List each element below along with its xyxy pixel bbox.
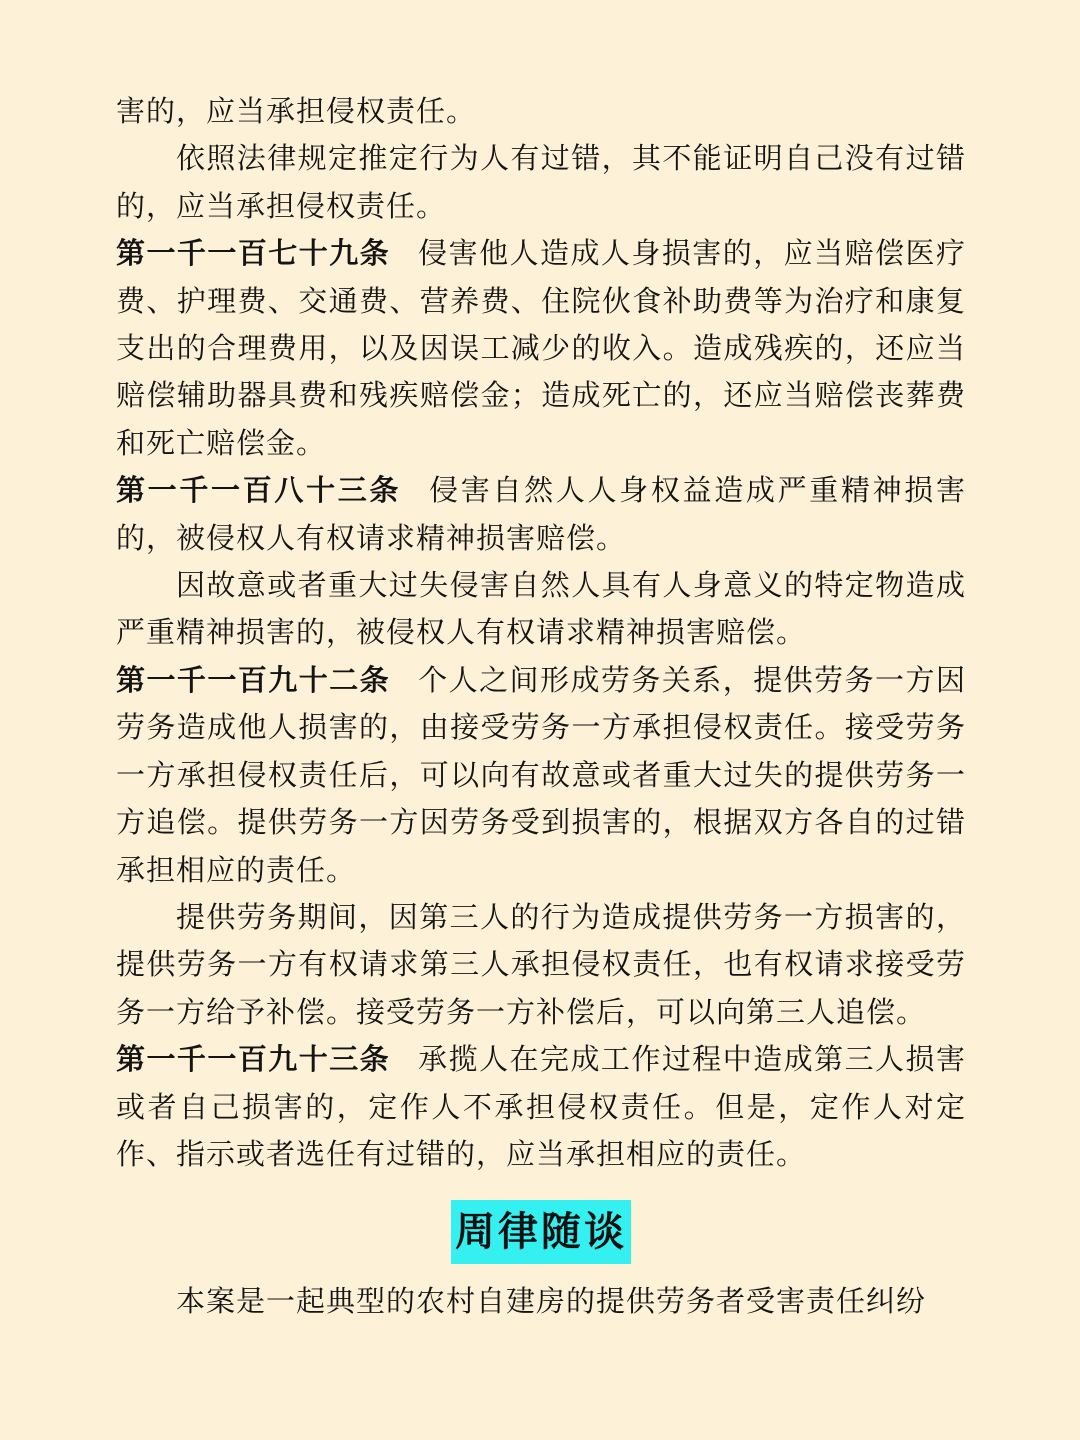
paragraph xyxy=(116,894,966,1036)
article-number: 第一千一百八十三条 xyxy=(116,473,402,508)
paragraph-text: 提供劳务期间，因第三人的行为造成提供劳务一方损害的，提供劳务一方有权请求第三人承担侵权责任，也有权请求接受劳务一方给予补偿。接受劳务一方补偿后，可以向第三人追偿。 xyxy=(116,899,966,1029)
paragraph xyxy=(116,135,966,230)
article-1193 xyxy=(116,1036,966,1178)
paragraph-text: 本案是一起典型的农村自建房的提供劳务者受害责任纠纷 xyxy=(176,1284,927,1319)
article-number: 第一千一百七十九条 xyxy=(116,236,391,271)
section-heading: 周律随谈 xyxy=(451,1200,631,1264)
paragraph-continuation xyxy=(116,88,966,135)
article-1179 xyxy=(116,230,966,467)
article-text: 个人之间形成劳务关系，提供劳务一方因劳务造成他人损害的，由接受劳务一方承担侵权责任。接受劳务一方承担侵权责任后，可以向有故意或者重大过失的提供劳务一方追偿。提供劳务一方因劳务受到损害的，根据双方各自的过错承担相应的责任。 xyxy=(116,662,966,887)
closing-paragraph xyxy=(116,1278,966,1325)
paragraph-text: 害的，应当承担侵权责任。 xyxy=(116,94,477,128)
paragraph xyxy=(116,562,966,657)
paragraph-text: 依照法律规定推定行为人有过错，其不能证明自己没有过错的，应当承担侵权责任。 xyxy=(116,141,966,223)
document-body xyxy=(116,88,966,1326)
paragraph-text: 因故意或者重大过失侵害自然人具有人身意义的特定物造成严重精神损害的，被侵权人有权请求精神损害赔偿。 xyxy=(116,568,966,650)
article-1192 xyxy=(116,657,966,894)
article-number: 第一千一百九十三条 xyxy=(116,1042,391,1077)
article-text: 承揽人在完成工作过程中造成第三人损害或者自己损害的，定作人不承担侵权责任。但是，定作人对定作、指示或者选任有过错的，应当承担相应的责任。 xyxy=(116,1042,966,1171)
article-number: 第一千一百九十二条 xyxy=(116,662,391,697)
section-heading-container xyxy=(116,1200,966,1264)
article-text: 侵害自然人人身权益造成严重精神损害的，被侵权人有权请求精神损害赔偿。 xyxy=(116,473,966,555)
article-text: 侵害他人造成人身损害的，应当赔偿医疗费、护理费、交通费、营养费、住院伙食补助费等为治疗和康复支出的合理费用，以及因误工减少的收入。造成残疾的，还应当赔偿辅助器具费和残疾赔偿金；造成死亡的，还应当赔偿丧葬费和死亡赔偿金。 xyxy=(116,236,966,460)
article-1183 xyxy=(116,467,966,562)
